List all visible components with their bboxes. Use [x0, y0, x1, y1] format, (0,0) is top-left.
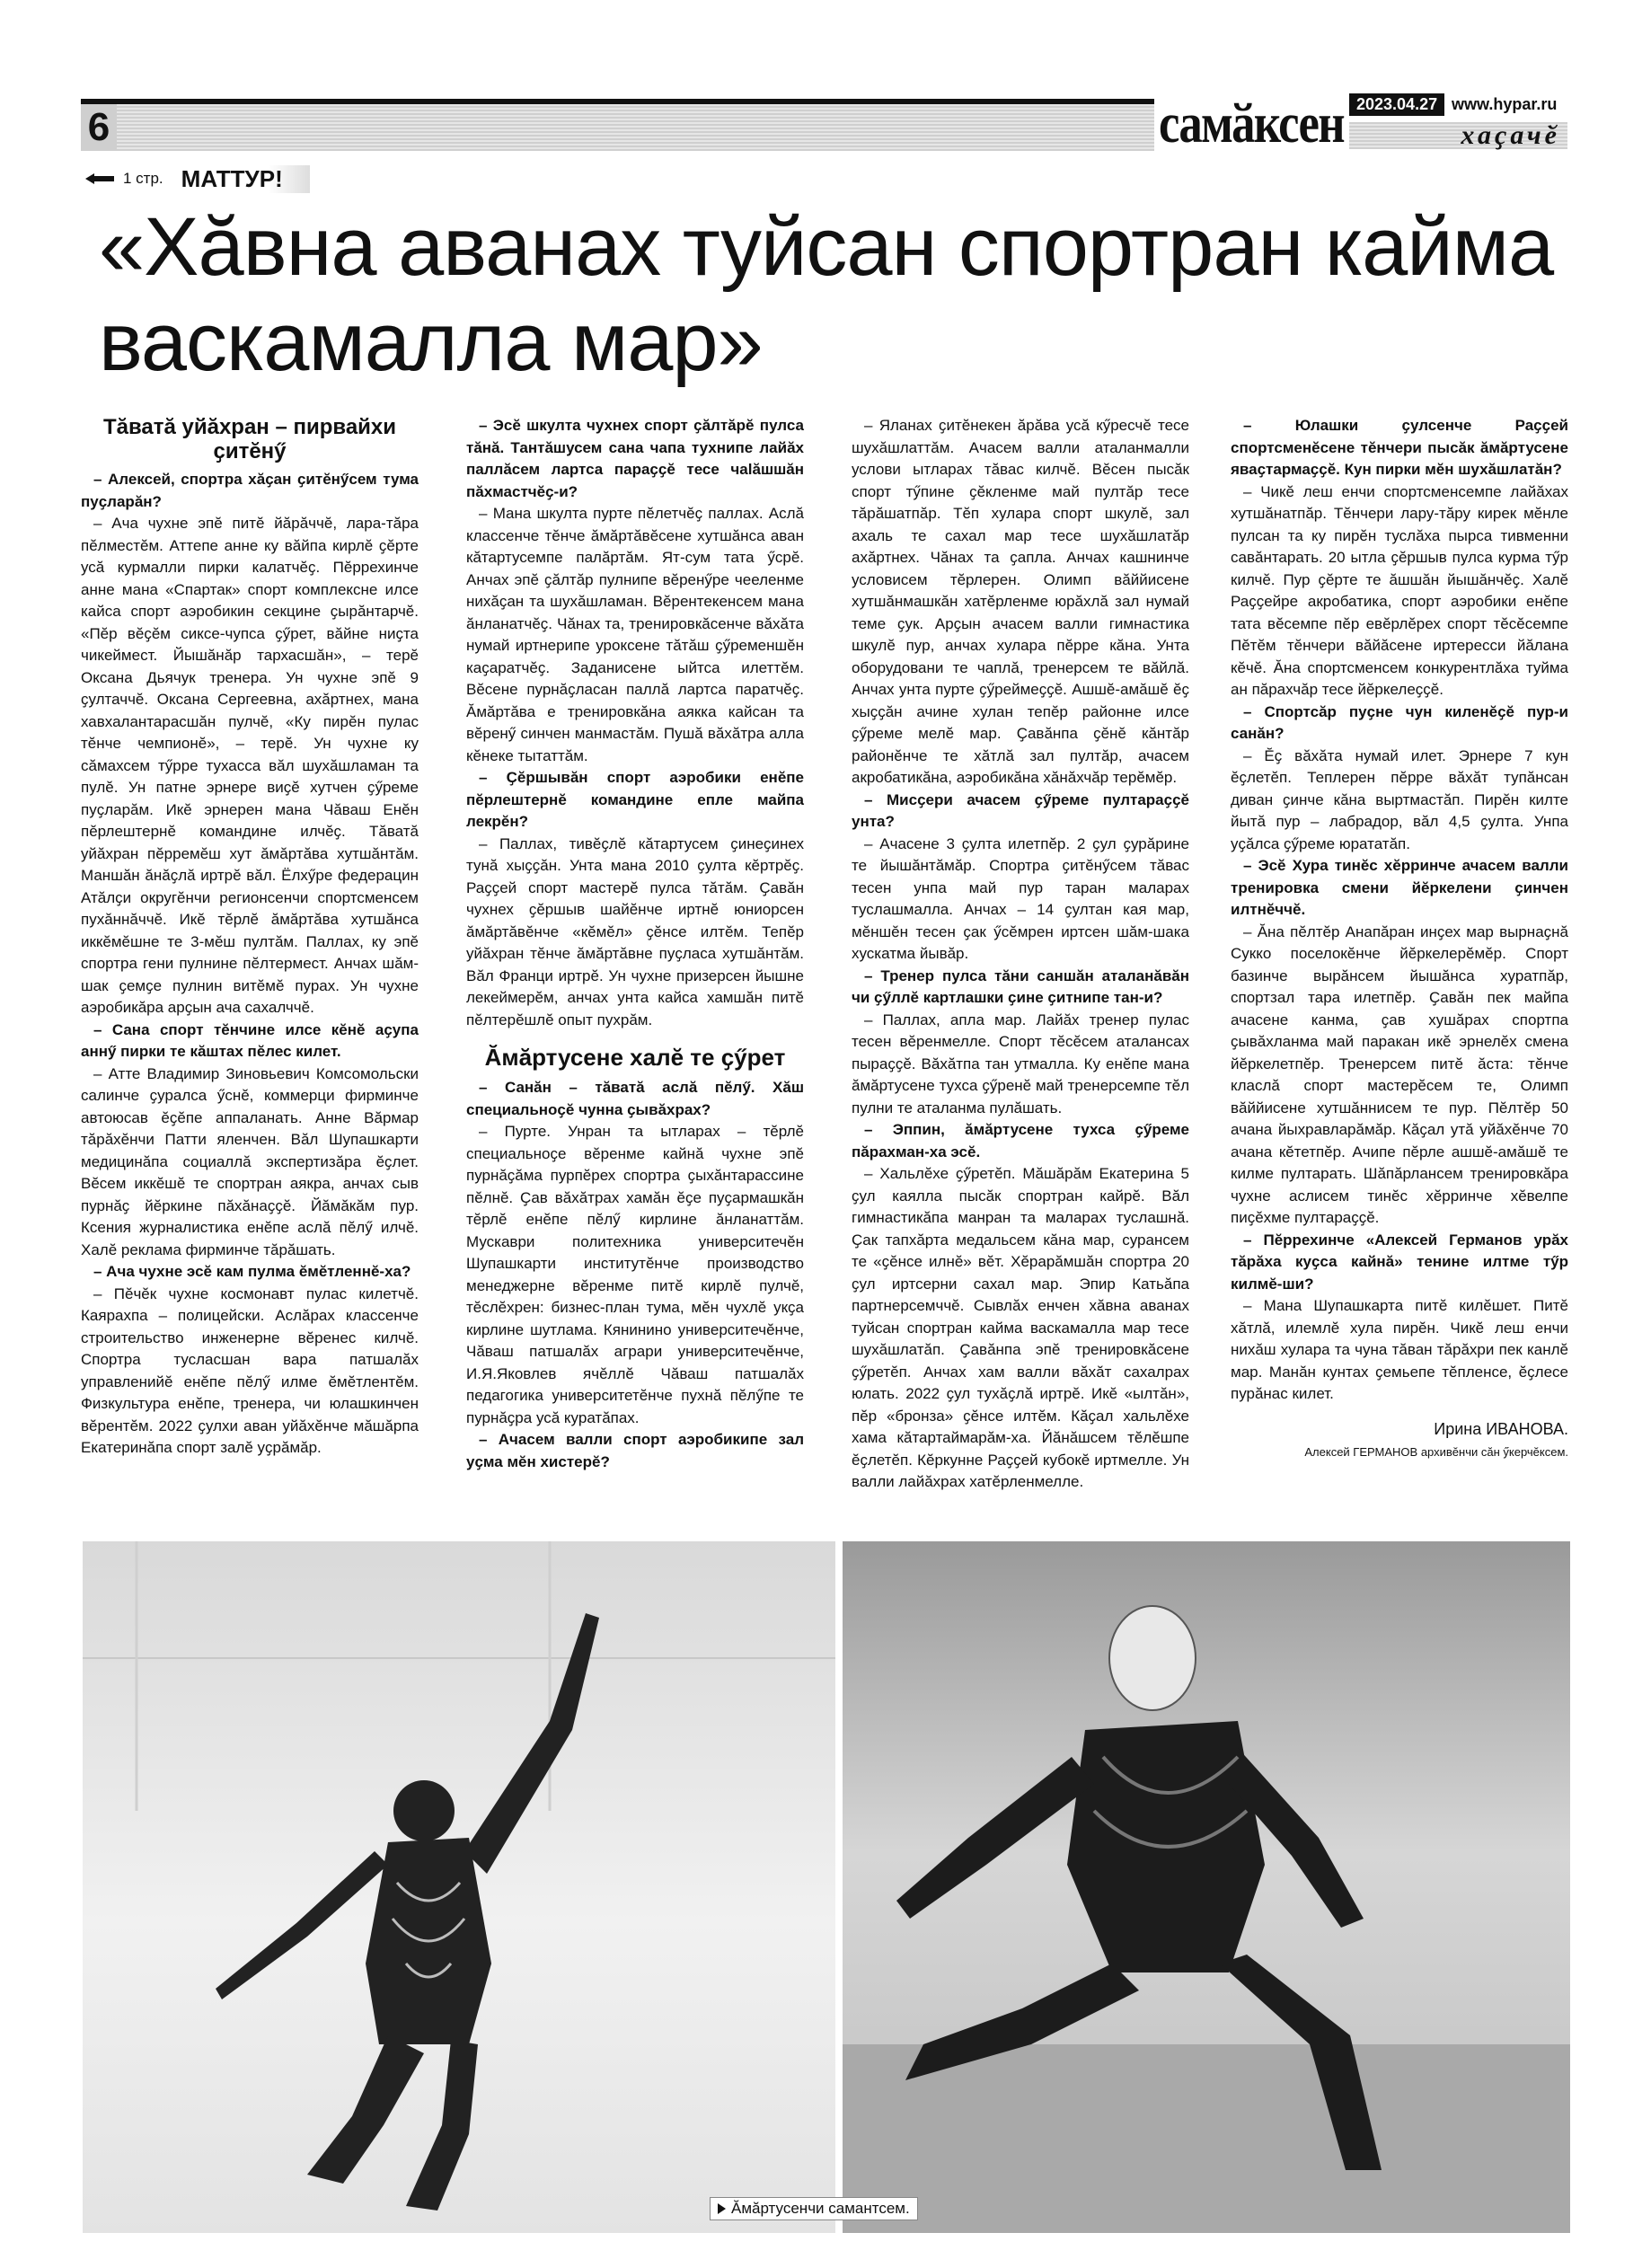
interview-answer: – Атте Владимир Зиновьевич Комсомольски салинче ҫуралса ӳснӗ, коммерци фирминче автоюсав ӗҫӗпе аппаланать. Анне Вӑрмар тӑрӑхӗнчи Патти яленчен. Вӑл Шупашкарти медицинӑпа социаллӑ экспертизӑра ӗҫлет. Вӗсем иккӗшӗ те спортран аякра, анчах сыв пурнӑҫ йӗркине пӑхӑнаҫҫӗ. Йӑмӑкӑм пур. Ксения журналистика енӗпе аслӑ пӗлӳ илчӗ. Халӗ реклама фирминче тӑрӑшать. [81, 1064, 419, 1258]
interview-answer: – Чикӗ леш енчи спортсменсемпе лайӑхах хутшӑнатпӑр. Тӗнчери лару-тӑру кирек мӗнле пулсан та ку пирӗн туслӑха пырса тивменни савӑнтарать. 20 ытла ҫӗршыв пулса курма тӳр килчӗ. Пур ҫӗрте те ӑшшӑн йышӑнчӗҫ. Халӗ Раҫҫейре акробатика, спорт аэробики енӗпе тата вӗсемпе пӗр евӗрлӗрех спорт тӗсӗсемпе Пӗтӗм тӗнчери вӑйӑсене иртересси йӑлана кӗчӗ. Ӑна спортсменсем конкурентлӑха туйма ан пӑрахчӑр тесе йӗркелеҫҫӗ. [1231, 482, 1568, 698]
interview-question: – Сана спорт тӗнчине илсе кӗнӗ аҫупа аннӳ пирки те кӑштах пӗлес килет. [81, 1020, 419, 1060]
interview-question: – Ачасем валли спорт аэробикипе зал уҫма мӗн хистерӗ? [466, 1431, 804, 1470]
interview-answer: – Хальлӗхе ҫӳретӗп. Мӑшӑрӑм Екатерина 5 ҫул каялла пысӑк спортран кайрӗ. Вӑл гимнастикӑпа манран та маларах туслашнӑ. Ҫак тапхӑрта медальсем кӑна мар, сурансем те «ҫӗнсе илнӗ» вӗт. Хӗрарӑмшӑн спортра 20 ҫул иртсерни сахал мар. Эпир Катьӑпа партнерсемччӗ. Сывлӑх енчен хӑвна аванах туйсан спортран кайма васкамалла мар тесе шухӑшлатӑп. Ҫавӑнпа эпӗ тренировкӑсене ҫӳретӗп. Анчах хам валли вӑхӑт сахалрах юлать. 2022 ҫул тухӑҫлӑ иртрӗ. Икӗ «ылтӑн», пӗр «бронза» ҫӗнсе илтӗм. Кӑҫал хальлӗхе хама кӑтартаймарӑм-ха. Йӑнӑшсем тӗлӗшпе ӗҫлетӗп. Кӗркунне Раҫҫей кубокӗ иртмелле. Ун валли лайӑхрах хатӗрленмелле. [852, 1165, 1189, 1490]
continued-from-page: 1 стр. [123, 170, 163, 187]
photo-athlete-kneeling [83, 1541, 835, 2233]
article-headline: «Хӑвна аванах туйсан спортран кайма васкамалла мар» [99, 201, 1554, 388]
rubric-kicker [85, 164, 310, 192]
page-header [81, 90, 1567, 153]
interview-answer: – Пӗчӗк чухне космонавт пулас килетчӗ. Каярахпа – полицейски. Аслӑрах классенче строительство инженерне вӗренес килчӗ. Спортра тусласшан вара патшалӑх управленийӗ енӗпе пӗлӳ илме ӗмӗтлентӗм. Физкультура енӗпе, тренера, чи юлашкинчен вӗрентӗм. 2022 ҫулхи аван уйӑхӗнче мӑшӑрпа Екатеринӑпа спорт залӗ уҫрӑмӑр. [81, 1284, 419, 1456]
interview-question: – Мисҫери ачасем ҫӳреме пултараҫҫӗ унта? [852, 790, 1189, 830]
interview-question: – Эсӗ Хура тинӗс хӗрринче ачасем валли тренировка смени йӗркелени ҫинчен илтнӗччӗ. [1231, 857, 1568, 918]
interview-question: – Юлашки ҫулсенче Раҫҫей спортсменӗсене тӗнчери пысӑк ӑмӑртусене яваҫтармаҫҫӗ. Кун пирки мӗн шухӑшлатӑн? [1231, 417, 1568, 478]
author-byline: Ирина ИВАНОВА. [1434, 1419, 1568, 1438]
header-band [117, 104, 1154, 151]
athlete-photo-illustration [843, 1541, 1570, 2233]
article-column-1 [81, 415, 419, 1460]
athlete-photo-illustration [83, 1541, 835, 2233]
issue-date: 2023.04.27 [1349, 93, 1444, 116]
site-url[interactable]: www.hypar.ru [1452, 95, 1558, 113]
interview-answer: – Паллах, тивӗҫлӗ кӑтартусем ҫинеҫинех тунӑ хыҫҫӑн. Унта мана 2010 ҫулта кӗртрӗҫ. Раҫҫей спорт мастерӗ пулса тӑтӑм. Ҫавӑн чухнех ҫӗршыв шайӗнче иртнӗ юниорсен ӑмӑртӑвӗнче «кӗмӗл» ҫӗнсе илтӗм. Тепӗр уйӑхран тӗнче ӑмӑртӑвне пуҫласа хутшӑнтӑм. Вӑл Франци иртрӗ. Ун чухне призерсен йышне лекеймерӗм, анчах унта кайса хамшӑн питӗ пӗлтерӗшлӗ опыт пухрӑм. [466, 834, 804, 1028]
photo-credit: Алексей ГЕРМАНОВ архивӗнчи сӑн ӳкерчӗксем. [1304, 1445, 1568, 1459]
interview-question: – Алексей, спортра хӑҫан ҫитӗнӳсем тума пуҫларӑн? [81, 471, 419, 510]
interview-answer: – Пурте. Унран та ытларах – тӗрлӗ специальноҫе вӗренме кайнӑ чухне эпӗ пурнӑҫӑма пурпӗрех спортра ҫыхӑнтарассине пӗлнӗ. Ҫав вӑхӑтрах хамӑн ӗҫе пуҫармашкӑн тӗрлӗ енӗпе пӗлӳ кирлине ӑнланаттӑм. Мускаври политехника университечӗн Шупашкарти институтӗнче производство менеджерне вӗренме питӗ кирлӗ пулчӗ, тӗслӗхрен: бизнес-план тума, мӗн чухлӗ укҫа кирлине шутлама. Кянинино университечӗнче, Чӑваш патшалӑх аграри университечӗнче, И.Я.Яковлев ячӗллӗ Чӑваш патшалӑх педагогика университетӗнче пухнӑ пӗлӳпе те пурнӑҫра усӑ куратӑпах. [466, 1123, 804, 1426]
section-subhead: Ӑмӑртусене халӗ те ҫӳрет [484, 1044, 786, 1071]
interview-answer: – Паллах, апла мар. Лайӑх тренер пулас тесен вӗренмелле. Спорт тӗсӗсем аталансах пыраҫҫӗ. Вӑхӑтпа тан утмалла. Ку енӗпе мана ӑмӑртусене тухса ҫӳренӗ май тренерсемпе тӗл пулни те аталанма пулӑшать. [852, 1010, 1189, 1116]
interview-question: – Тренер пулса тӑни саншӑн аталанӑвӑн чи ҫӳллӗ картлашки ҫине ҫитнипе тан-и? [852, 966, 1189, 1006]
page-number: 6 [81, 104, 117, 151]
photo-caption [710, 2197, 918, 2220]
interview-answer: – Ӑна пӗлтӗр Анапӑран инҫех мар вырнаҫнӑ Сукко поселокӗнче йӗркелерӗмӗр. Спорт базинче вырӑнсем йышӑнса хуратпӑр, спортзал тара илетпӗр. Ҫавӑн пек майпа ачасене канма, ҫав хушӑрах спортпа ҫывӑхланма май паракан икӗ эрнелӗх смена йӗркелетпӗр. Тренерсем питӗ ӑста: тӗнче класлӑ спорт мастерӗсем те, Олимп вӑййисене хутшӑннисем те пур. Пӗлтӗр 50 ачана йыхравларӑмӑр. Кӑҫал утӑ уйӑхӗнче 70 ачана кӗтетпӗр. Ачипе пӗрле ашшӗ-амӑшӗ те килме пултарать. Шӑпӑрлансем тренировкӑра чухне аслисем тинӗс хӗрринче хӗвелпе пиҫӗхме пултараҫҫӗ. [1231, 922, 1568, 1226]
rubric-label: МАТТУР! [172, 165, 310, 193]
newspaper-brand [1159, 90, 1567, 153]
interview-question: – Санӑн – тӑватӑ аслӑ пӗлӳ. Хӑш специальноҫӗ чунна ҫывӑхрах? [466, 1079, 804, 1118]
arrow-left-icon [85, 173, 114, 184]
interview-question: – Эсӗ шкулта чухнех спорт ҫӑлтӑрӗ пулса тӑнӑ. Тантӑшусем сана чапа тухнипе лайӑх паллӑсем лартса параҫҫӗ тесе чаlӑшшӑн пӑхмастчӗҫ-и? [466, 417, 804, 500]
interview-answer: – Мана шкулта пурте пӗлетчӗҫ паллах. Аслӑ классенче тӗнче ӑмӑртӑвӗсене хутшӑнса аван кӑтартусемпе палӑртӑм. Ят-сум тата ӳсрӗ. Анчах эпӗ ҫӑлтӑр пулнипе вӗренӳре чееленме нихӑҫан та шухӑшламан. Вӗрентекенсем мана ӑнланатчӗҫ. Чӑнах та, тренировкӑсенче вӑхӑта нумай иртнерипе уроксене тӑтӑш ҫӳременшӗн каҫаратчӗҫ. Заданисене ыйтса илеттӗм. Вӗсене пурнӑҫласан паллӑ лартса паратчӗҫ. Ӑмӑртӑва е тренировкӑна аякка кайсан та вӗренӳ синчен манмастӑм. Пушӑ вӑхӑтра алла кӗнеке тытаттӑм. [466, 505, 804, 764]
interview-answer: – Яланах ҫитӗнекен ӑрӑва усӑ кӳресчӗ тесе шухӑшлаттӑм. Ачасем валли аталанмалли услови ытларах тӑвас килчӗ. Вӗсен пысӑк спорт тӳпине ҫӗкленме май пултӑр тесе тӑрӑшатпӑр. Тӗп хулара спорт шкулӗ, зал ахаль те сахал мар тесе шухӑшлатӑр ахӑртнех. Чӑнах та ҫапла. Анчах кашнинче условисем тӗрлерен. Олимп вӑййисене хутшӑнмашкӑн хатӗрленме юрӑхлӑ зал нумай теме ҫук. Арҫын ачасем валли гимнастика шкулӗ пур, анчах хулара пӗрре кӑна. Унта оборудовани те чаплӑ, тренерсем те вӑйлӑ. Анчах унта пурте ҫӳреймеҫҫӗ. Ашшӗ-амӑшӗ ӗҫ хыҫҫӑн ачине хулан тепӗр районне илсе ҫӳреме мелӗ мар. Ҫавӑнпа ҫӗнӗ кӑнтӑр районӗнче те хӑтлӑ зал пултӑр, ачасем акробатикӑна, аэробикӑна хӑнӑхчӑр терӗмӗр. [852, 417, 1189, 786]
article-column-2 [466, 415, 804, 1473]
photo-athlete-jumping [843, 1541, 1570, 2233]
column-subhead: Тӑватӑ уйӑхран – пирвайхи ҫитӗнӳ [102, 415, 397, 463]
interview-question: – Эппин, ӑмӑртусене тухса ҫӳреме пӑрахман-ха эсӗ. [852, 1121, 1189, 1160]
interview-answer: – Ӗҫ вӑхӑта нумай илет. Эрнере 7 кун ӗҫлетӗп. Теплерен пӗрре вӑхӑт тупӑнсан диван ҫинче кӑна выртмастӑп. Пирӗн килте йытӑ пур – лабрадор, вӑл 4,5 ҫулта. Унпа уҫӑлса ҫӳреме юрататӑп. [1231, 746, 1568, 852]
article-column-3 [852, 415, 1189, 1494]
triangle-right-icon [718, 2203, 726, 2214]
interview-answer: – Мана Шупашкарта питӗ килӗшет. Питӗ хӑтлӑ, илемлӗ хула пирӗн. Чикӗ леш енчи нихӑш хулара та чуна тӑван тӑрӑхри пек канлӗ мар. Манӑн кунтах ҫемьепе тӗпленсе, ӗҫлесе пурӑнас килет. [1231, 1297, 1568, 1402]
newspaper-logo: самӑксен [1159, 93, 1344, 154]
interview-question: – Ҫӗршывӑн спорт аэробики енӗпе пӗрлештернӗ командине епле майпа лекрӗн? [466, 769, 804, 830]
interview-answer: – Ачасене 3 ҫулта илетпӗр. 2 ҫул ҫурӑрине те йышӑнтӑмӑр. Спортра ҫитӗнӳсем тӑвас тесен унпа май пур таран маларах туслашмалла. Анчах – 14 ҫултан кая мар, мӗншӗн тесен ҫак ӳсӗмрен иртсен шӑм-шака хускатма йывӑр. [852, 834, 1189, 962]
photo-caption-text: Ӑмӑртусенчи самантсем. [731, 2200, 910, 2217]
article-column-4 [1231, 415, 1568, 1464]
interview-question: – Ача чухне эсӗ кам пулма ӗмӗтленнӗ-ха? [93, 1263, 411, 1280]
interview-question: – Спортсӑр пуҫне чун киленӗҫӗ пур-и санӑн? [1231, 702, 1568, 742]
interview-question: – Пӗррехинче «Алексей Германов урӑх тӑрӑха куҫса кайнӑ» тенине илтме тӳр килмӗ-ши? [1231, 1231, 1568, 1293]
newspaper-logo-subtitle: хаҫачӗ [1349, 122, 1567, 149]
interview-answer: – Ача чухне эпӗ питӗ йӑрӑччӗ, лара-тӑра пӗлместӗм. Аттепе анне ку вӑйпа кирлӗ ҫӗрте усӑ курмалли пирки калатчӗҫ. Пӗррехинче анне мана «Спартак» спорт комплексне илсе кайса спорт аэробикин секцине ҫырӑнтарчӗ. «Пӗр вӗҫӗм сиксе-чупса ҫӳрет, вӑйне ниҫта чикеймест. Йышӑнӑр тархасшӑн», – терӗ Оксана Дьячук тренера. Ун чухне эпӗ 9 ҫултаччӗ. Оксана Сергеевна, ахӑртнех, мана хавхалантарасшӑн пулчӗ, «Ку пирӗн пулас тӗнче чемпионӗ», – терӗ. Ун чухне ку сӑмахсем тӳрре тухасса вӑл шухӑшламан та пулӗ. Ун патне эрнере виҫӗ хутчен ҫӳреме пуҫларӑм. Икӗ эрнерен мана Чӑваш Енӗн пӗрлештернӗ командине илчӗҫ. Тӑватӑ уйӑхран пӗрремӗш хут ӑмӑртӑва хутшӑнтӑм. Маншӑн ӑнӑҫлӑ иртрӗ вӑл. Ёлхӳре федерацин Атӑлҫи округӗнчи регионсенчи спортсменсем пухӑннӑччӗ. Икӗ тӗрлӗ ӑмӑртӑва хутшӑнса иккӗмӗшне те 3-мӗш пултӑм. Паллах, ку эпӗ спортра гени пулнине пӗлтермест. Анчах шӑм-шак ҫемҫе пулнин витӗмӗ пурах. Ун чухне аэробикӑра арҫын ача сахалччӗ. [81, 515, 419, 1016]
